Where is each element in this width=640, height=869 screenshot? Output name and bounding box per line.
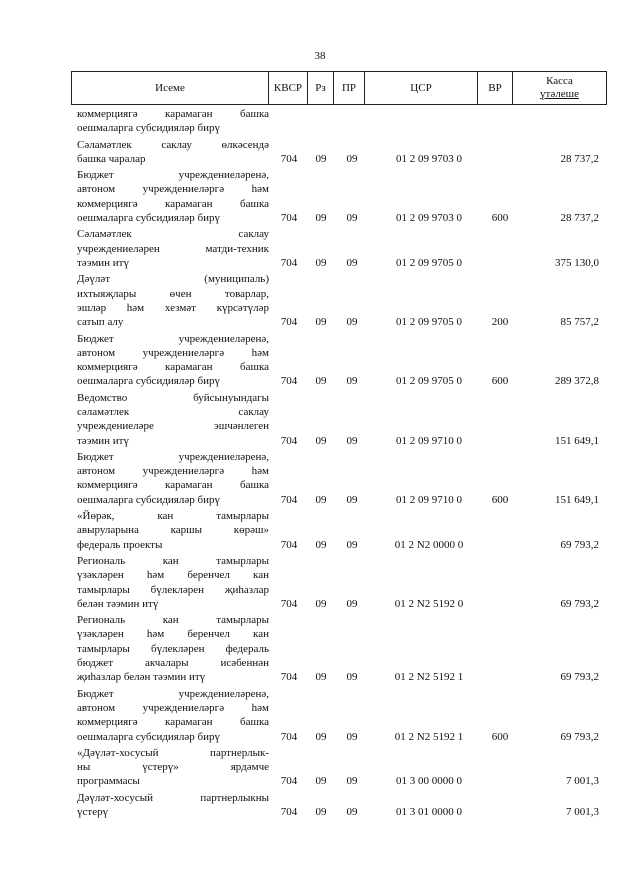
row-rz: 09	[315, 775, 327, 788]
row-name-line: сәламәтлек саклау	[77, 405, 269, 418]
row-kvsr: 704	[280, 806, 298, 819]
row-name-line: тәэмин итү	[77, 434, 129, 447]
row-name-line: тәэмин итү	[77, 256, 129, 269]
row-name-line: Сәламәтлек саклау	[77, 228, 269, 241]
row-pr: 09	[346, 316, 358, 329]
row-name-line: Дәүләт-хосусый партнерлыкны	[77, 791, 269, 804]
row-pr: 09	[346, 375, 358, 388]
row-csr: 01 2 09 9710 0	[396, 493, 462, 506]
row-name-line: Региональ кан тамырлары	[77, 555, 269, 567]
row-vr: 600	[491, 493, 509, 506]
row-pr: 09	[346, 256, 358, 269]
row-name-line: оешмаларга субсидияләр бирү	[77, 212, 220, 225]
row-vr: 600	[491, 375, 509, 388]
row-name-line: коммерциягә карамаган башка	[77, 361, 269, 374]
row-name-line: коммерциягә карамаган башка	[77, 108, 269, 120]
row-name-line: коммерциягә карамаган башка	[77, 479, 269, 492]
row-sum: 289 372,8	[555, 375, 599, 388]
row-rz: 09	[315, 538, 327, 551]
row-name-line: коммерциягә карамаган башка	[77, 197, 269, 210]
row-name-line: Сәламәтлек саклау өлкәсендә	[77, 138, 269, 151]
row-name	[77, 332, 269, 389]
row-sum: 28 737,2	[560, 212, 599, 225]
row-csr: 01 2 09 9705 0	[396, 316, 462, 329]
row-name-line: оешмаларга субсидияләр бирү	[77, 493, 220, 506]
row-name-line: Бюджет учреждениеләренә,	[77, 450, 269, 463]
row-name-line: программасы	[77, 775, 140, 788]
row-name-line: «Йөрәк, кан тамырлары	[77, 510, 269, 523]
row-sum: 85 757,2	[560, 316, 599, 329]
row-kvsr: 704	[280, 597, 298, 610]
row-name	[77, 746, 269, 789]
row-sum: 69 793,2	[560, 730, 599, 743]
header-name: Исеме	[72, 72, 269, 105]
table-row	[71, 168, 606, 225]
row-rz: 09	[315, 597, 327, 610]
table-row	[71, 450, 606, 507]
table-row	[71, 746, 606, 789]
row-name-line: Бюджет учреждениеләренә,	[77, 332, 269, 345]
row-name-line: сатып алу	[77, 316, 124, 329]
row-pr: 09	[346, 152, 358, 165]
row-csr: 01 2 N2 0000 0	[394, 538, 464, 551]
row-kvsr: 704	[280, 375, 298, 388]
row-vr: 200	[491, 316, 509, 329]
row-csr: 01 2 09 9705 0	[396, 256, 462, 269]
header-rz: Рз	[308, 72, 334, 105]
row-name-line: Дәүләт (муниципаль)	[77, 273, 269, 286]
row-vr: 600	[491, 212, 509, 225]
row-name-line: «Дәүләт-хосусый партнерлык-	[77, 746, 269, 759]
row-rz: 09	[315, 212, 327, 225]
row-name-line: ихтыяҗлары өчен товарлар,	[77, 287, 269, 300]
row-name	[77, 391, 269, 448]
row-name	[77, 272, 269, 329]
row-kvsr: 704	[280, 316, 298, 329]
row-rz: 09	[315, 730, 327, 743]
row-sum: 7 001,3	[566, 775, 599, 788]
row-name-line: Бюджет учреждениеләренә,	[77, 169, 269, 182]
row-rz: 09	[315, 316, 327, 329]
row-sum: 69 793,2	[560, 597, 599, 610]
row-name-line: Ведомство буйсынуындагы	[77, 391, 269, 404]
row-csr: 01 2 N2 5192 1	[394, 730, 464, 743]
row-csr: 01 2 09 9703 0	[396, 212, 462, 225]
row-vr: 600	[491, 730, 509, 743]
row-name-line: автоном учреждениеләргә һәм	[77, 701, 269, 714]
row-name-line: автоном учреждениеләргә һәм	[77, 183, 269, 196]
row-name	[77, 168, 269, 225]
row-kvsr: 704	[280, 493, 298, 506]
row-name-line: учреждениеләре эшчәнлеген	[77, 420, 269, 433]
row-name-line: коммерциягә карамаган башка	[77, 716, 269, 729]
row-pr: 09	[346, 493, 358, 506]
row-name	[77, 138, 269, 167]
row-name-line: автоном учреждениеләргә һәм	[77, 465, 269, 478]
table-row	[71, 791, 606, 820]
header-kvsr: КВСР	[269, 72, 308, 105]
row-name-line: оешмаларга субсидияләр бирү	[77, 122, 220, 135]
row-name-line: оешмаларга субсидияләр бирү	[77, 375, 220, 388]
table-row	[71, 107, 606, 136]
row-kvsr: 704	[280, 730, 298, 743]
row-name-line: җиһазлар белән тәэмин итү	[77, 671, 206, 684]
table-row	[71, 687, 606, 744]
row-name-line: эшләр һәм хезмәт күрсәтүләр	[77, 301, 269, 314]
row-name-line: тамырлары бүлекләрен җиһазлар	[77, 583, 269, 596]
row-name-line: авыруларына каршы көрәш»	[77, 524, 269, 537]
header-sum-line2: үтәлеше	[540, 88, 579, 100]
table-row	[71, 509, 606, 552]
row-sum: 28 737,2	[560, 152, 599, 165]
header-sum-line1: Касса	[546, 75, 573, 87]
row-csr: 01 2 09 9703 0	[396, 152, 462, 165]
row-kvsr: 704	[280, 152, 298, 165]
row-pr: 09	[346, 538, 358, 551]
header-sum	[513, 72, 607, 105]
row-rz: 09	[315, 256, 327, 269]
header-pr: ПР	[334, 72, 365, 105]
row-kvsr: 704	[280, 775, 298, 788]
row-kvsr: 704	[280, 538, 298, 551]
row-name-line: федераль проекты	[77, 538, 163, 551]
row-name	[77, 687, 269, 744]
row-name	[77, 791, 269, 820]
row-name-line: автоном учреждениеләргә һәм	[77, 346, 269, 359]
row-rz: 09	[315, 152, 327, 165]
row-pr: 09	[346, 434, 358, 447]
table-row	[71, 391, 606, 448]
row-kvsr: 704	[280, 212, 298, 225]
row-csr: 01 3 00 0000 0	[396, 775, 462, 788]
row-name-line: үзәкләрен һәм беренчел кан	[77, 569, 269, 582]
row-name	[77, 509, 269, 552]
row-csr: 01 2 09 9710 0	[396, 434, 462, 447]
row-sum: 69 793,2	[560, 671, 599, 684]
table-row	[71, 227, 606, 270]
table-row	[71, 272, 606, 329]
table-row	[71, 554, 606, 611]
row-csr: 01 3 01 0000 0	[396, 806, 462, 819]
row-pr: 09	[346, 775, 358, 788]
row-name-line: үзәкләрен һәм беренчел кан	[77, 628, 269, 641]
row-name-line: тамырлары бүлекләрен федераль	[77, 642, 269, 655]
row-name-line: учреждениеләрен матди-техник	[77, 242, 269, 255]
row-csr: 01 2 N2 5192 1	[394, 671, 464, 684]
table-row	[71, 138, 606, 167]
row-pr: 09	[346, 671, 358, 684]
header-csr: ЦСР	[365, 72, 478, 105]
row-rz: 09	[315, 434, 327, 447]
row-name	[77, 554, 269, 611]
row-pr: 09	[346, 597, 358, 610]
row-csr: 01 2 N2 5192 0	[394, 597, 464, 610]
row-kvsr: 704	[280, 434, 298, 447]
row-sum: 7 001,3	[566, 806, 599, 819]
table-row	[71, 613, 606, 685]
row-sum: 69 793,2	[560, 538, 599, 551]
row-name-line: Региональ кан тамырлары	[77, 614, 269, 627]
row-name-line: белән тәэмин итү	[77, 597, 159, 610]
row-rz: 09	[315, 671, 327, 684]
page-number: 38	[314, 50, 326, 62]
row-name	[77, 450, 269, 507]
row-name-line: ны үстерү» ярдәмче	[77, 761, 269, 774]
table-header	[71, 71, 607, 105]
row-name	[77, 613, 269, 684]
header-vr: ВР	[478, 72, 513, 105]
row-name-line: үстерү	[77, 806, 109, 819]
row-name	[77, 227, 269, 270]
row-csr: 01 2 09 9705 0	[396, 375, 462, 388]
row-rz: 09	[315, 493, 327, 506]
row-rz: 09	[315, 806, 327, 819]
row-name-line: оешмаларга субсидияләр бирү	[77, 730, 220, 743]
row-kvsr: 704	[280, 671, 298, 684]
row-pr: 09	[346, 212, 358, 225]
row-name	[77, 107, 269, 136]
table-row	[71, 332, 606, 389]
row-sum: 375 130,0	[555, 256, 599, 269]
row-kvsr: 704	[280, 256, 298, 269]
row-name-line: башка чаралар	[77, 152, 146, 165]
row-sum: 151 649,1	[555, 493, 599, 506]
row-pr: 09	[346, 806, 358, 819]
row-name-line: Бюджет учреждениеләренә,	[77, 687, 269, 700]
row-name-line: бюджет акчалары исәбеннән	[77, 657, 269, 670]
row-sum: 151 649,1	[555, 434, 599, 447]
row-rz: 09	[315, 375, 327, 388]
row-pr: 09	[346, 730, 358, 743]
